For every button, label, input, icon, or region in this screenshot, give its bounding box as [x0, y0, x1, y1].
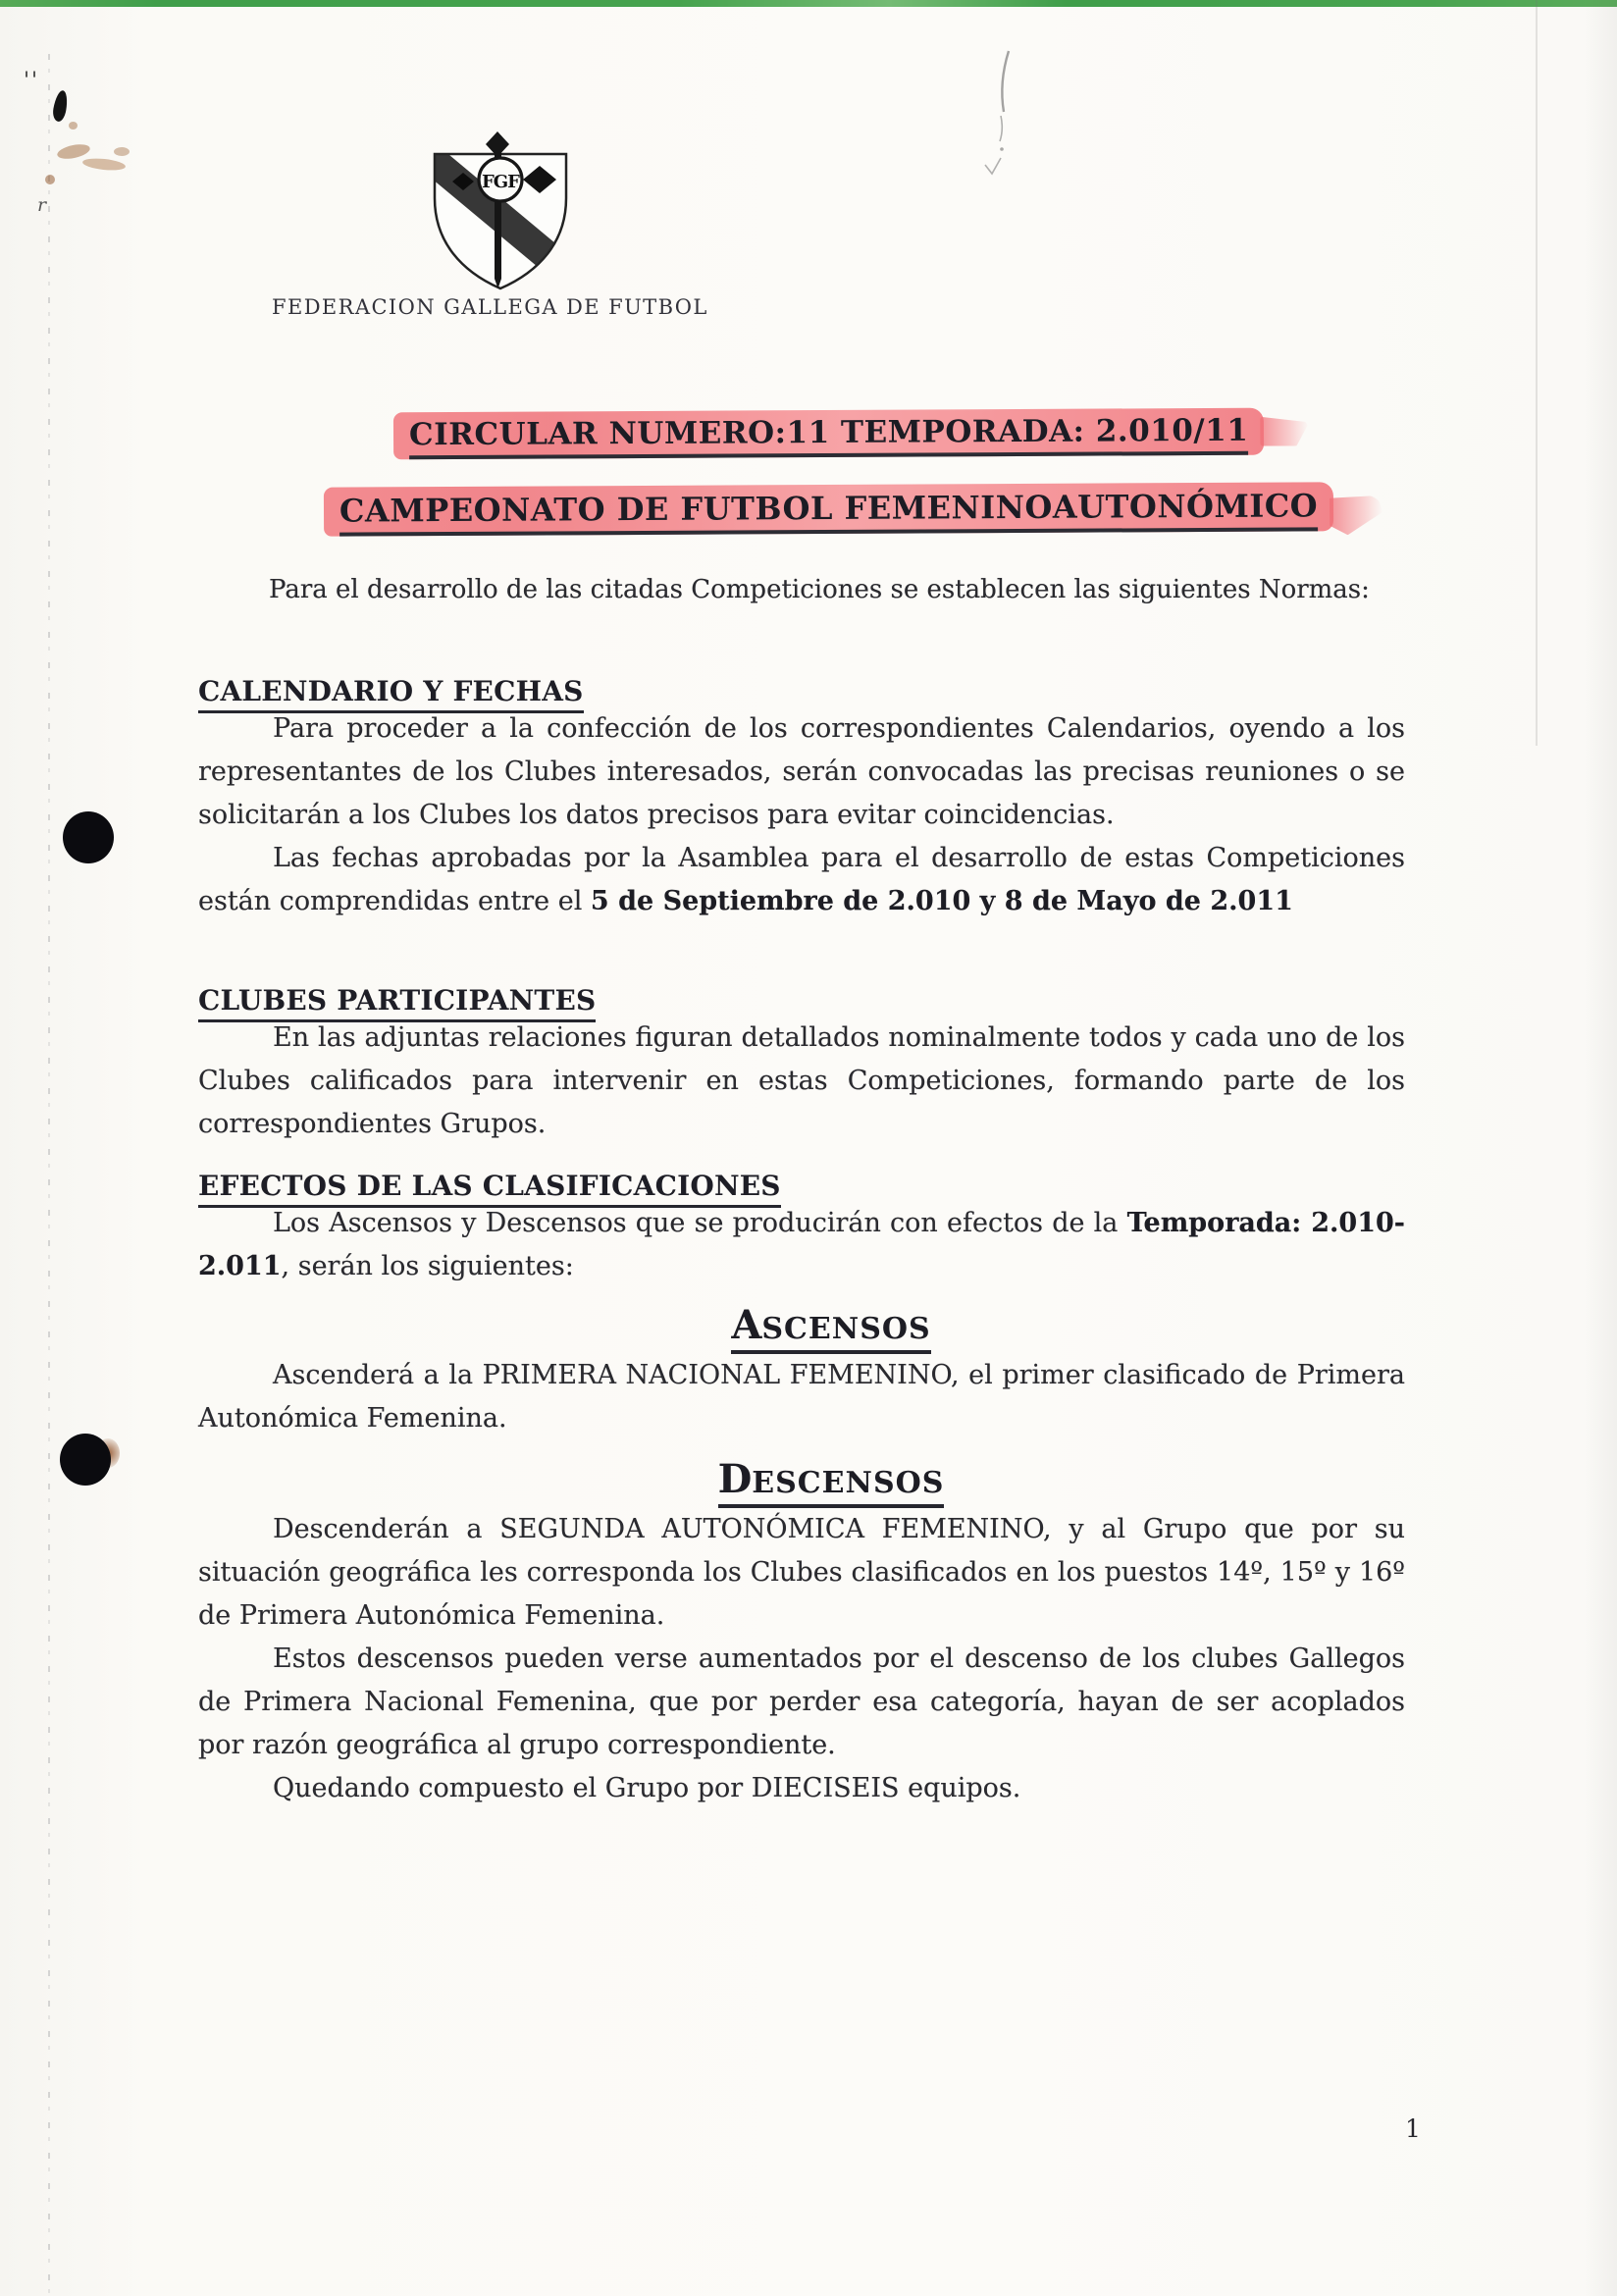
calendario-paragraph-2: [198, 837, 1405, 923]
document-body: [198, 410, 1405, 1810]
pen-quote-mark: '': [24, 69, 40, 93]
section-heading-clubes: CLUBES PARTICIPANTES: [198, 984, 1405, 1017]
section-heading-efectos: EFECTOS DE LAS CLASIFICACIONES: [198, 1170, 1405, 1202]
org-name: FEDERACION GALLEGA DE FUTBOL: [272, 295, 708, 319]
calendario-paragraph-1: Para proceder a la confección de los correspondientes Calendarios, oyendo a los representantes de los Clubes interesados, serán convocadas las precisas reuniones o se solicitarán a los Clubes los datos precisos para evitar coincidencias.: [198, 713, 1405, 830]
clubes-paragraph-1: En las adjuntas relaciones figuran detallados nominalmente todos y cada uno de los Clubes calificados para intervenir en estas Competiciones, formando parte de los correspondientes Grupos.: [198, 1022, 1405, 1139]
season-dates-bold: 5 de Septiembre de 2.010 y 8 de Mayo de 2.011: [590, 886, 1293, 916]
ascensos-paragraph-1: Ascenderá a la PRIMERA NACIONAL FEMENINO, el primer clasificado de Primera Autonómica Femenina.: [198, 1360, 1405, 1434]
section-heading-calendario: CALENDARIO Y FECHAS: [198, 675, 1405, 707]
descensos-heading: DESCENSOS: [228, 1456, 1434, 1508]
efectos-paragraph-1: [198, 1202, 1405, 1288]
hole-punch-dot: [63, 811, 114, 863]
circular-title-row: [226, 410, 1433, 457]
page-edge-dotted-line: [48, 54, 50, 2296]
descensos-paragraph-2: Estos descensos pueden verse aumentados por el descenso de los clubes Gallegos de Primera Nacional Femenina, que por perder esa categoría, hayan de ser acoplados por razón geográfica al grupo correspondiente.: [198, 1644, 1405, 1760]
efectos-p1-tail: , serán los siguientes:: [281, 1251, 574, 1281]
pink-highlight: [393, 408, 1265, 460]
temporada-bold: Temporada: 2.010-2.011: [198, 1208, 1405, 1281]
page-crease-line: [1536, 0, 1538, 746]
circular-title: CIRCULAR NUMERO:11 TEMPORADA: 2.010/11: [409, 413, 1249, 459]
hole-punch-dot: [60, 1434, 111, 1486]
pen-tick-mark: r: [37, 194, 47, 216]
championship-title: CAMPEONATO DE FUTBOL FEMENINOAUTONÓMICO: [339, 487, 1318, 536]
svg-text:FGF: FGF: [482, 172, 519, 192]
descensos-paragraph-1: Descenderán a SEGUNDA AUTONÓMICA FEMENINO, y al Grupo que por su situación geográfica les corresponda los Clubes clasificados en los puestos 14º, 15º y 16º de Primera Autonómica Femenina.: [198, 1514, 1405, 1631]
intro-paragraph: Para el desarrollo de las citadas Competiciones se establecen las siguientes Normas:: [269, 575, 1370, 604]
scan-edge-shadow: [1584, 0, 1617, 2296]
fgf-crest-logo: [429, 130, 576, 296]
calendario-p2-text: Las fechas aprobadas por la Asamblea para el desarrollo de estas Competiciones están comprendidas entre el: [198, 843, 1405, 916]
ascensos-heading: ASCENSOS: [228, 1302, 1434, 1354]
championship-title-row: [226, 485, 1433, 534]
descensos-paragraph-3: Quedando compuesto el Grupo por DIECISEIS equipos.: [273, 1773, 1021, 1803]
pink-highlight: [324, 482, 1333, 536]
page-number: 1: [1405, 2114, 1421, 2143]
efectos-p1-text: Los Ascensos y Descensos que se producirán con efectos de la: [273, 1208, 1127, 1238]
